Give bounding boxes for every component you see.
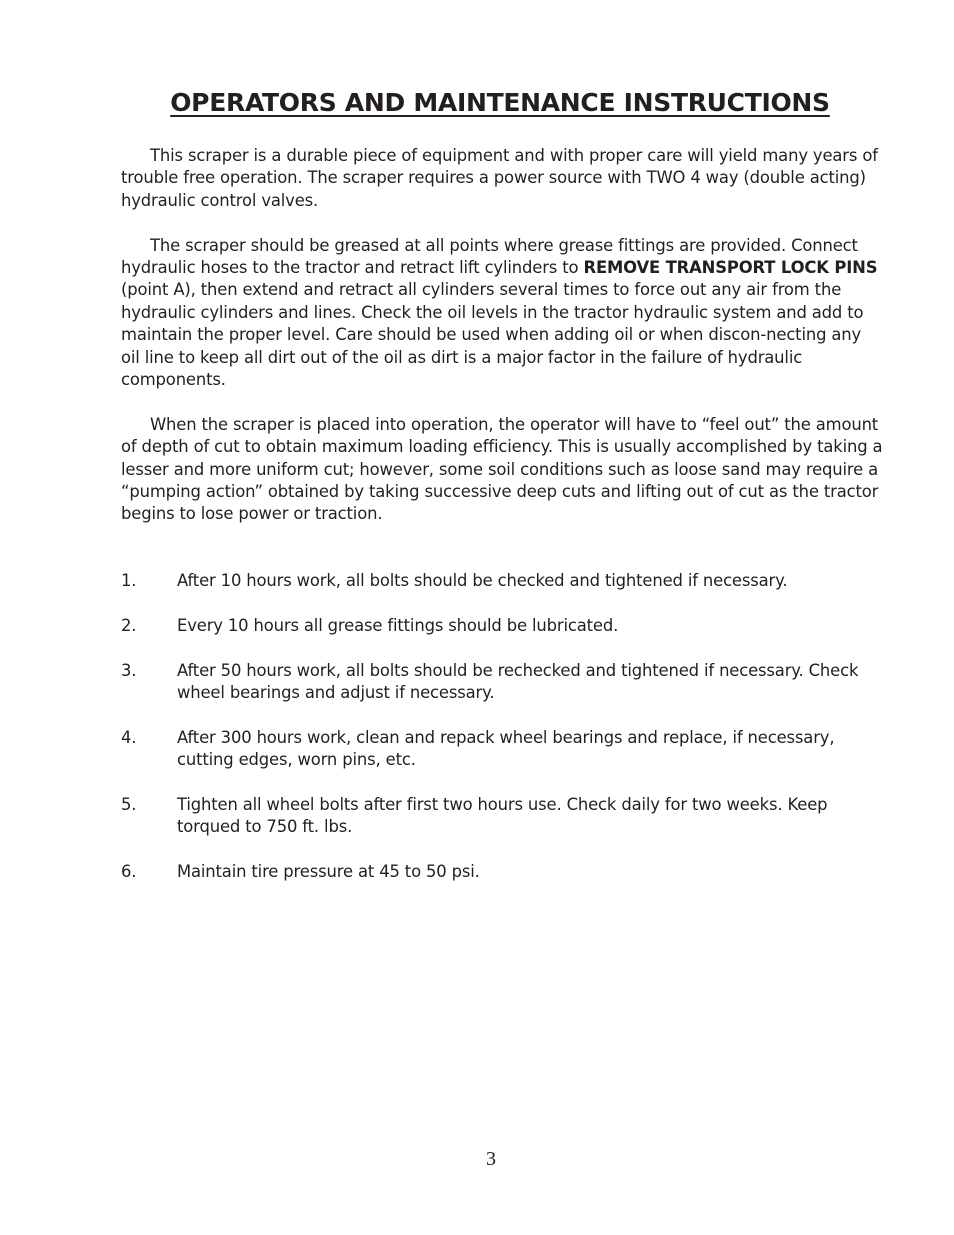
intro-text — [121, 145, 883, 548]
list-item-number: 5. — [121, 795, 137, 814]
list-item — [121, 570, 883, 592]
list-item-text: After 300 hours work, clean and repack wheel bearings and replace, if necessary, cutting edges, worn pins, etc. — [177, 727, 835, 770]
list-item-text: After 50 hours work, all bolts should be rechecked and tightened if necessary. Check wheel bearings and adjust if necessary. — [177, 660, 859, 702]
list-item-number: 3. — [121, 660, 137, 680]
list-item — [121, 794, 883, 839]
paragraph-text-after: (point A), then extend and retract all cylinders several times to force out any air from the hydraulic cylinders and lines. Check the oil levels in the tractor hydraulic system and add to maintain the proper level. Care should be used when adding oil or when discon-necting any oil line to keep all dirt out of the oil as dirt is a major factor in the failure of hydraulic components. — [121, 280, 864, 390]
paragraph-operation: When the scraper is placed into operation, the operator will have to “feel out” the amount of depth of cut to obtain maximum loading efficiency. This is usually accomplished by taking a lesser and more uniform cut; however, some soil conditions such as loose sand may require a “pumping action” obtained by taking successive deep cuts and lifting out of cut as the tractor begins to lose power or traction. — [121, 414, 883, 524]
list-item-number: 2. — [121, 615, 137, 635]
paragraph-text-before: The scraper should be greased at all points where grease fittings are provided. Connect hydraulic hoses to the tractor and retract lift cylinders to — [121, 235, 858, 278]
page-title: OPERATORS AND MAINTENANCE INSTRUCTIONS — [170, 88, 830, 117]
list-item-number: 6. — [121, 862, 137, 882]
list-item-text: Every 10 hours all grease fittings should be lubricated. — [177, 615, 619, 635]
list-item-text: Maintain tire pressure at 45 to 50 psi. — [177, 862, 480, 882]
maintenance-list — [121, 570, 883, 906]
list-item — [121, 660, 883, 705]
list-item-number: 4. — [121, 727, 137, 747]
list-item-number: 1. — [121, 571, 137, 590]
list-item-text: After 10 hours work, all bolts should be checked and tightened if necessary. — [177, 571, 788, 590]
list-item-text: Tighten all wheel bolts after first two hours use. Check daily for two weeks. Keep torqued to 750 ft. lbs. — [177, 795, 828, 837]
list-item — [121, 727, 883, 772]
page-number: 3 — [486, 1148, 496, 1170]
list-item — [121, 861, 883, 883]
paragraph-greasing-hydraulics — [121, 235, 883, 392]
transport-lock-warning: REMOVE TRANSPORT LOCK PINS — [583, 258, 878, 278]
paragraph-equipment-overview: This scraper is a durable piece of equipment and with proper care will yield many years of trouble free operation. The scraper requires a power source with TWO 4 way (double acting) hydraulic control valves. — [121, 146, 878, 210]
list-item — [121, 615, 883, 637]
